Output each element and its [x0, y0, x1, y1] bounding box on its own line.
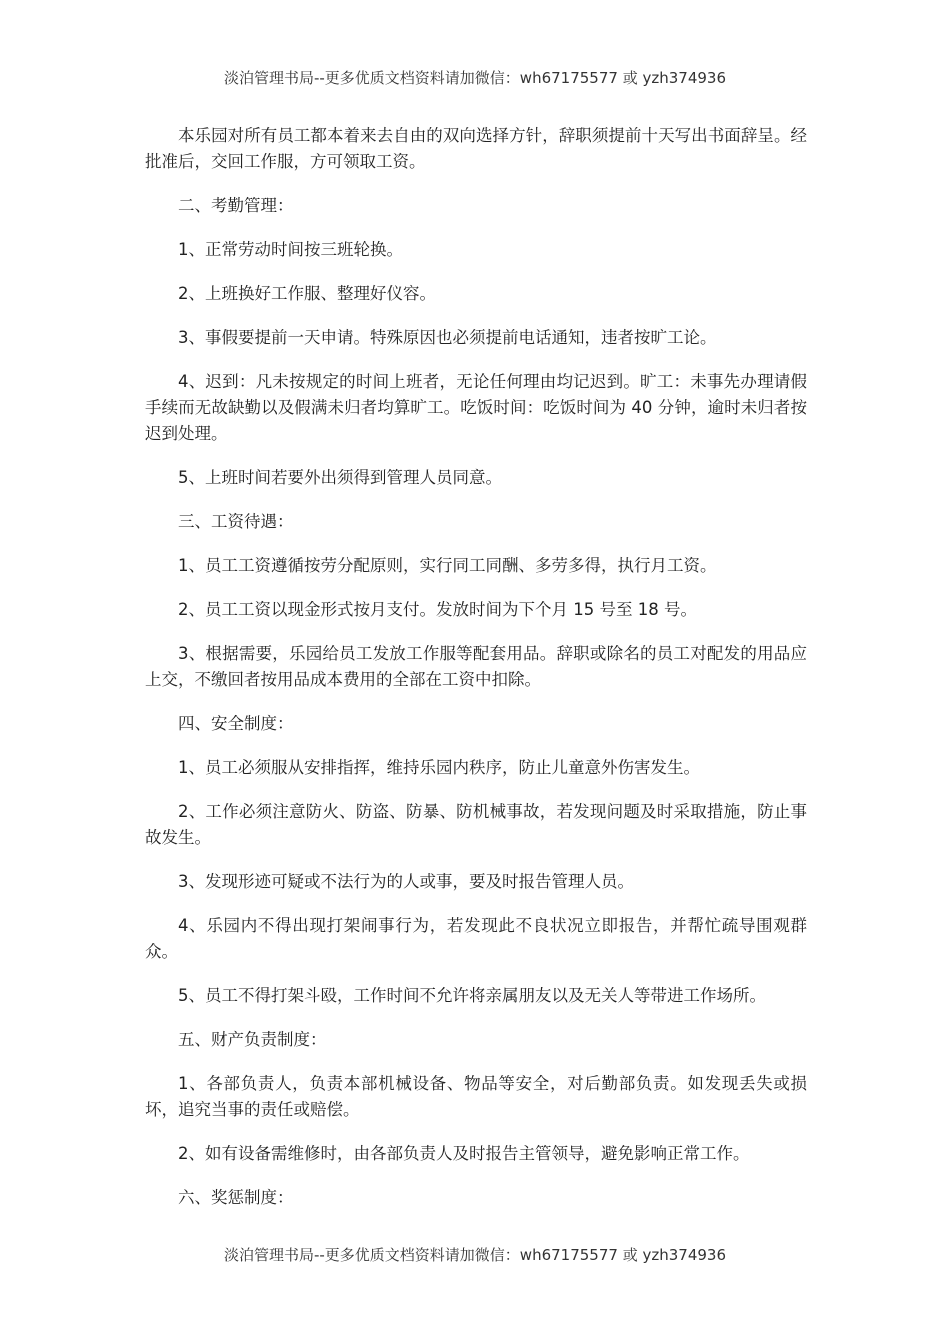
- section-heading: 五、财产负责制度：: [178, 1030, 327, 1049]
- paragraph: 2、工作必须注意防火、防盗、防暴、防机械事故，若发现问题及时采取措施，防止事故发生。: [145, 802, 807, 847]
- paragraph: 1、员工工资遵循按劳分配原则，实行同工同酬、多劳多得，执行月工资。: [178, 556, 717, 575]
- paragraph: 4、乐园内不得出现打架闹事行为，若发现此不良状况立即报告，并帮忙疏导围观群众。: [145, 916, 807, 961]
- document-body: [145, 123, 807, 1229]
- paragraph: 2、如有设备需维修时，由各部负责人及时报告主管领导，避免影响正常工作。: [178, 1144, 750, 1163]
- paragraph: 1、员工必须服从安排指挥，维持乐园内秩序，防止儿童意外伤害发生。: [178, 758, 700, 777]
- page-footer: 淡泊管理书局--更多优质文档资料请加微信：wh67175577 或 yzh374936: [223, 1246, 726, 1264]
- paragraph: 2、员工工资以现金形式按月支付。发放时间为下个月 15 号至 18 号。: [178, 600, 697, 619]
- paragraph: 2、上班换好工作服、整理好仪容。: [178, 284, 436, 303]
- section-heading: 三、工资待遇：: [178, 512, 294, 531]
- paragraph: 1、各部负责人，负责本部机械设备、物品等安全，对后勤部负责。如发现丢失或损坏，追究当事的责任或赔偿。: [145, 1074, 807, 1119]
- paragraph: 本乐园对所有员工都本着来去自由的双向选择方针，辞职须提前十天写出书面辞呈。经批准后，交回工作服，方可领取工资。: [145, 126, 807, 171]
- section-heading: 二、考勤管理：: [178, 196, 294, 215]
- section-heading: 四、安全制度：: [178, 714, 294, 733]
- paragraph: 1、正常劳动时间按三班轮换。: [178, 240, 403, 259]
- paragraph: 3、根据需要，乐园给员工发放工作服等配套用品。辞职或除名的员工对配发的用品应上交，不缴回者按用品成本费用的全部在工资中扣除。: [145, 644, 807, 689]
- paragraph: 4、迟到：凡未按规定的时间上班者，无论任何理由均记迟到。旷工：未事先办理请假手续而无故缺勤以及假满未归者均算旷工。吃饭时间：吃饭时间为 40 分钟，逾时未归者按迟到处理。: [145, 372, 807, 443]
- paragraph: 3、发现形迹可疑或不法行为的人或事，要及时报告管理人员。: [178, 872, 634, 891]
- paragraph: 5、员工不得打架斗殴，工作时间不允许将亲属朋友以及无关人等带进工作场所。: [178, 986, 766, 1005]
- paragraph: 5、上班时间若要外出须得到管理人员同意。: [178, 468, 502, 487]
- page-header: 淡泊管理书局--更多优质文档资料请加微信：wh67175577 或 yzh374936: [223, 69, 726, 87]
- paragraph: 3、事假要提前一天申请。特殊原因也必须提前电话通知，违者按旷工论。: [178, 328, 717, 347]
- section-heading: 六、奖惩制度：: [178, 1188, 294, 1207]
